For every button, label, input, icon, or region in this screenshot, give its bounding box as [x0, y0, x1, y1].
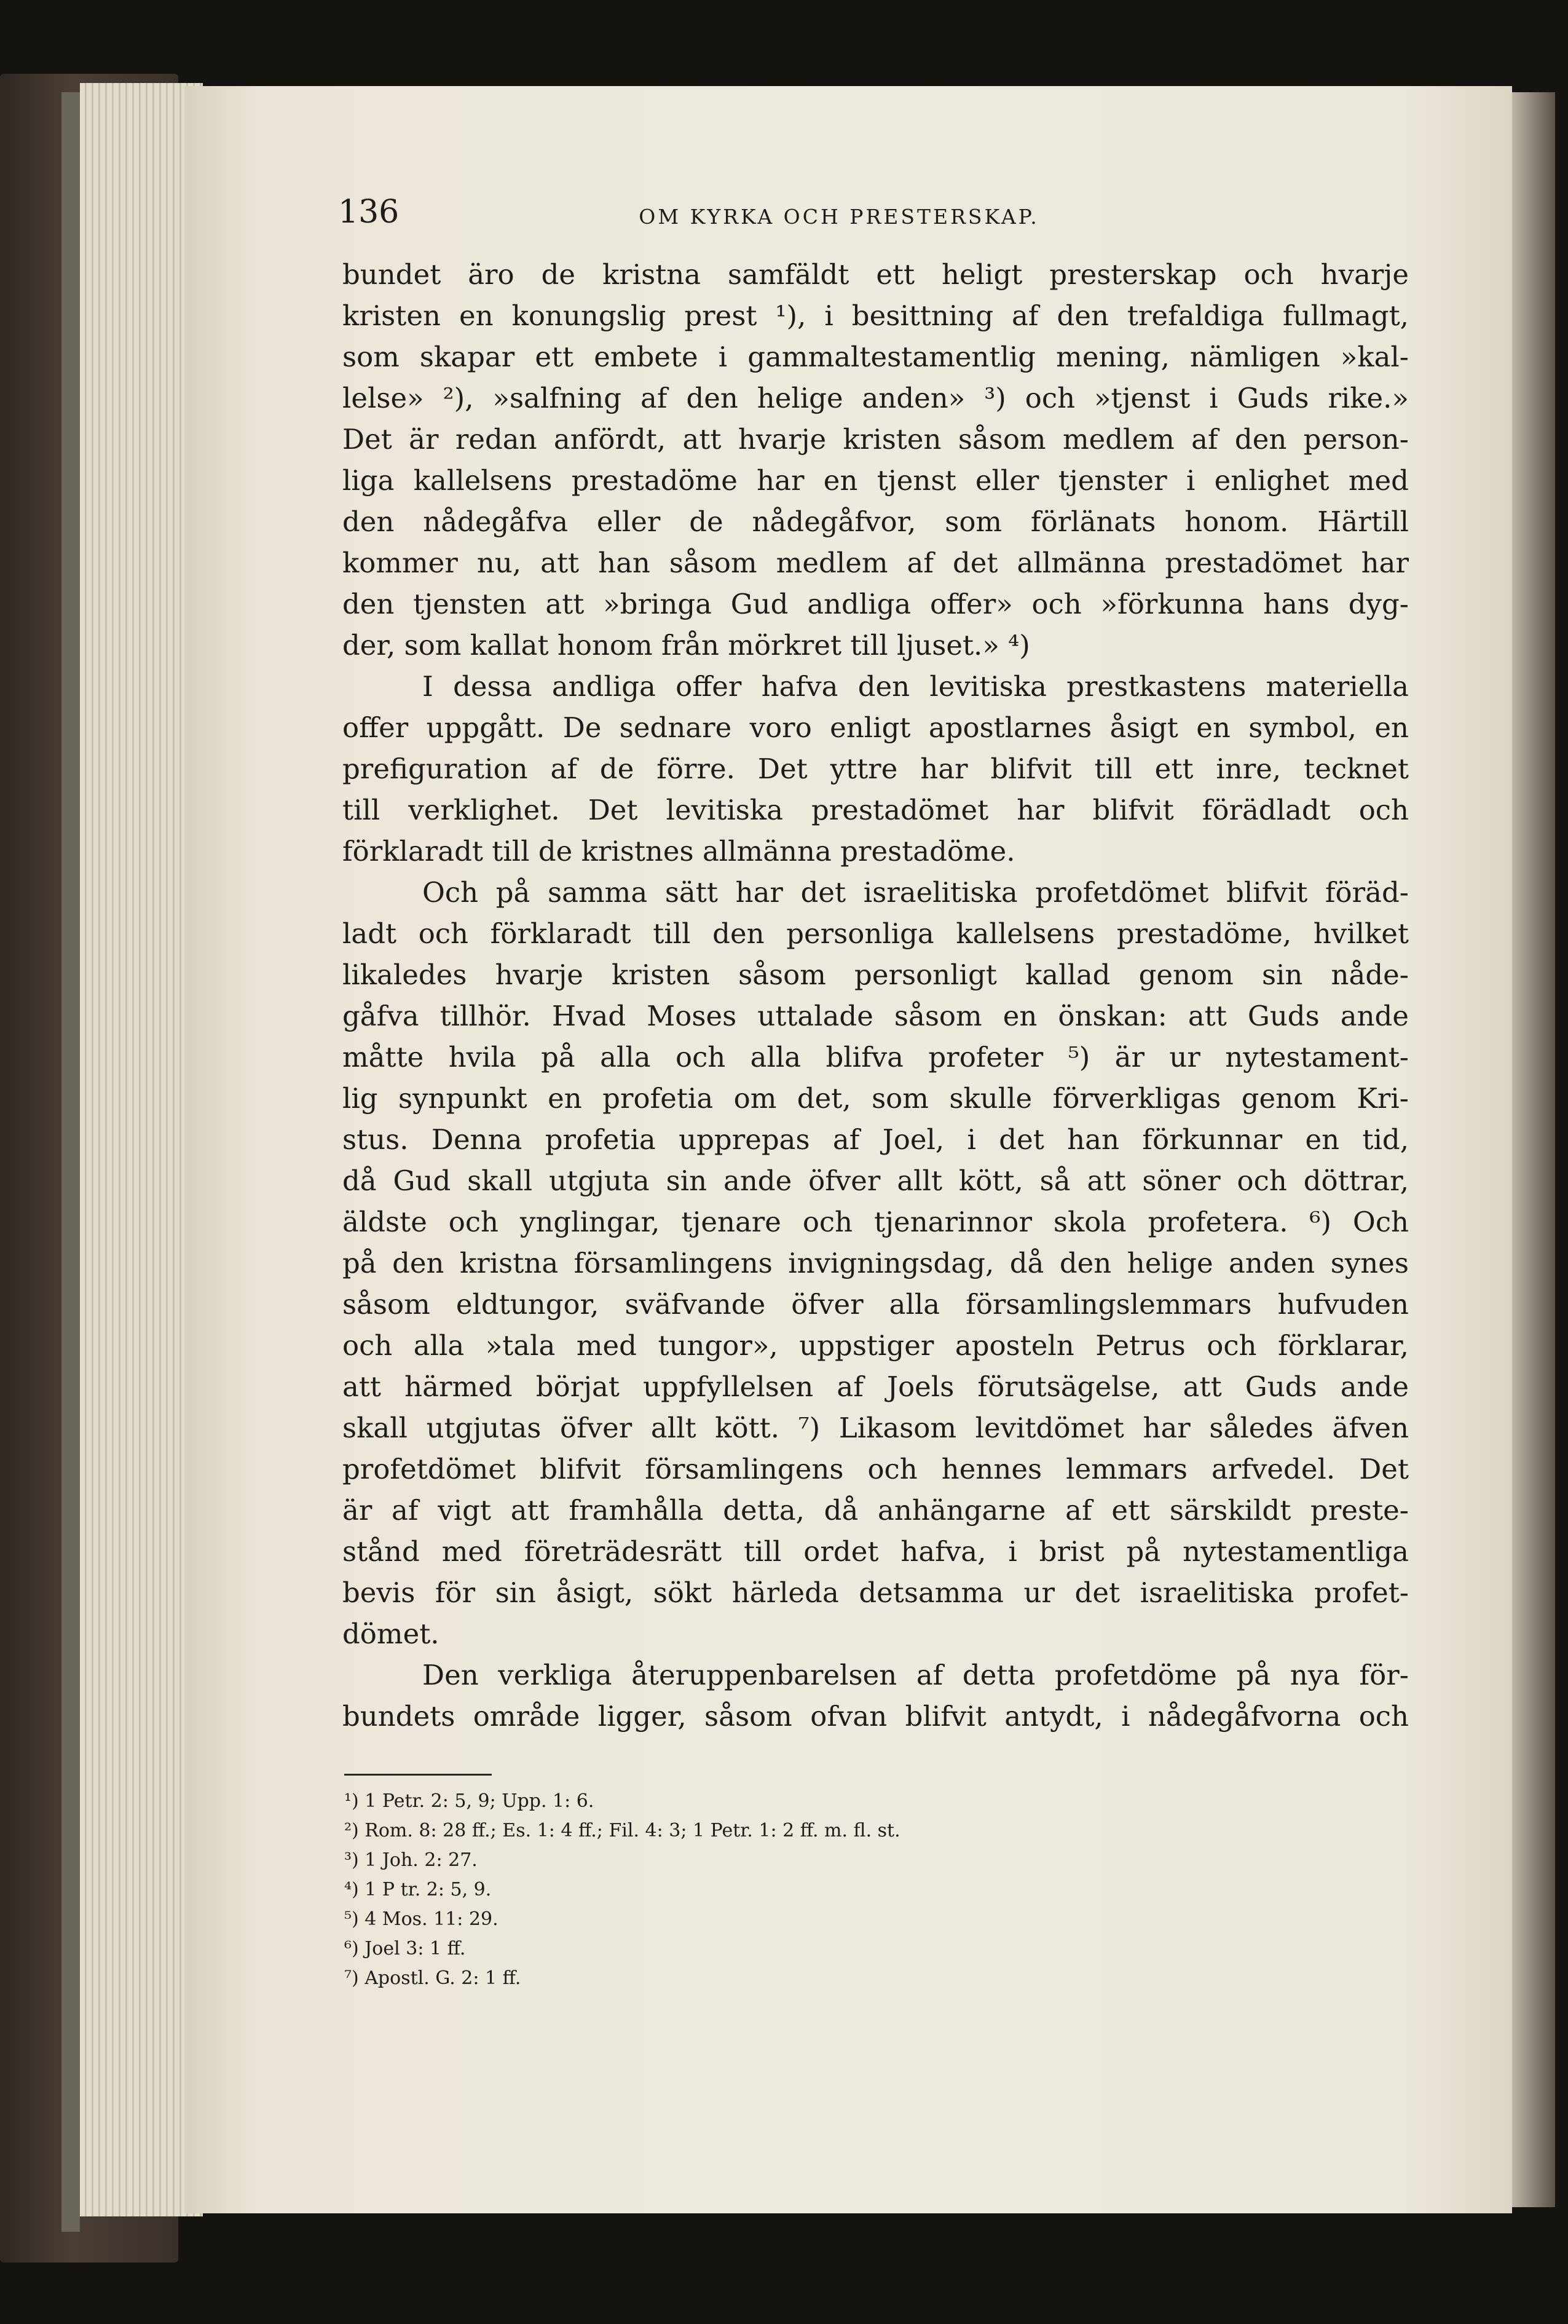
page-right-edge	[1512, 92, 1555, 2207]
body-line: kristen en konungslig prest ¹), i besittning af den trefaldiga fullmagt,	[342, 299, 1409, 332]
body-line: der, som kallat honom från mörkret till ljuset.» ⁴)	[342, 629, 1030, 662]
body-line: Det är redan anfördt, att hvarje kristen såsom medlem af den person-	[342, 423, 1409, 456]
footnote-rule	[344, 1774, 492, 1776]
body-line: offer uppgått. De sednare voro enligt apostlarnes åsigt en symbol, en	[342, 711, 1409, 744]
body-line: äldste och ynglingar, tjenare och tjenarinnor skola profetera. ⁶) Och	[342, 1206, 1409, 1238]
body-line: att härmed börjat uppfyllelsen af Joels förutsägelse, att Guds ande	[342, 1370, 1409, 1403]
body-line: bundet äro de kristna samfäldt ett heligt presterskap och hvarje	[342, 258, 1409, 291]
footnote: ⁷) Apostl. G. 2: 1 ff.	[344, 1967, 521, 1989]
body-line: måtte hvila på alla och alla blifva profeter ⁵) är ur nytestament-	[342, 1041, 1409, 1073]
footnote: ¹) 1 Petr. 2: 5, 9; Upp. 1: 6.	[344, 1790, 594, 1812]
body-line: I dessa andliga offer hafva den levitiska prestkastens materiella	[422, 670, 1409, 703]
cover-edge	[61, 92, 80, 2232]
body-line: lelse» ²), »salfning af den helige anden» ³) och »tjenst i Guds rike.»	[342, 382, 1409, 414]
body-line: skall utgjutas öfver allt kött. ⁷) Likasom levitdömet har således äfven	[342, 1412, 1409, 1444]
running-title: OM KYRKA OCH PRESTERSKAP.	[639, 205, 1039, 229]
body-line: Och på samma sätt har det israelitiska profetdömet blifvit föräd-	[422, 876, 1409, 909]
body-line: profetdömet blifvit församlingens och hennes lemmars arfvedel. Det	[342, 1453, 1409, 1485]
footnote: ⁵) 4 Mos. 11: 29.	[344, 1908, 498, 1930]
footnote: ⁶) Joel 3: 1 ff.	[344, 1938, 466, 1959]
body-line: stånd med företrädesrätt till ordet hafva, i brist på nytestamentliga	[342, 1535, 1409, 1568]
footnote: ⁴) 1 P tr. 2: 5, 9.	[344, 1879, 492, 1900]
body-line: kommer nu, att han såsom medlem af det allmänna prestadömet har	[342, 547, 1409, 579]
footnotes	[344, 1787, 959, 1993]
footnote: ³) 1 Joh. 2: 27.	[344, 1849, 478, 1871]
body-line: den nådegåfva eller de nådegåfvor, som förlänats honom. Härtill	[342, 505, 1409, 538]
page-number: 136	[338, 194, 400, 231]
body-line: till verklighet. Det levitiska prestadömet har blifvit förädladt och	[342, 794, 1409, 826]
body-line: stus. Denna profetia upprepas af Joel, i det han förkunnar en tid,	[342, 1123, 1409, 1156]
body-line: lig synpunkt en profetia om det, som skulle förverkligas genom Kri-	[342, 1082, 1409, 1115]
body-line: på den kristna församlingens invigningsdag, då den helige anden synes	[342, 1247, 1409, 1279]
body-line: såsom eldtungor, sväfvande öfver alla församlingslemmars hufvuden	[342, 1288, 1409, 1321]
body-line: ladt och förklaradt till den personliga kallelsens prestadöme, hvilket	[342, 917, 1409, 950]
body-line: och alla »tala med tungor», uppstiger aposteln Petrus och förklarar,	[342, 1329, 1409, 1362]
body-line: förklaradt till de kristnes allmänna prestadöme.	[342, 835, 1015, 868]
footnote: ²) Rom. 8: 28 ff.; Es. 1: 4 ff.; Fil. 4: 3; 1 Petr. 1: 2 ff. m. fl. st.	[344, 1820, 900, 1841]
body-line: bundets område ligger, såsom ofvan blifvit antydt, i nådegåfvorna och	[342, 1700, 1409, 1733]
body-line: gåfva tillhör. Hvad Moses uttalade såsom en önskan: att Guds ande	[342, 1000, 1409, 1032]
body-line: den tjensten att »bringa Gud andliga offer» och »förkunna hans dyg-	[342, 588, 1409, 620]
body-line: är af vigt att framhålla detta, då anhängarne af ett särskildt preste-	[342, 1494, 1409, 1527]
body-line: bevis för sin åsigt, sökt härleda detsamma ur det israelitiska profet-	[342, 1576, 1409, 1609]
body-line: prefiguration af de förre. Det yttre har blifvit till ett inre, tecknet	[342, 753, 1409, 785]
body-line: likaledes hvarje kristen såsom personligt kallad genom sin nåde-	[342, 958, 1409, 991]
body-text	[342, 254, 1409, 1737]
body-line: då Gud skall utgjuta sin ande öfver allt kött, så att söner och döttrar,	[342, 1164, 1409, 1197]
body-line: liga kallelsens prestadöme har en tjenst eller tjenster i enlighet med	[342, 464, 1409, 497]
body-line: dömet.	[342, 1618, 439, 1650]
body-line: Den verkliga återuppenbarelsen af detta profetdöme på nya för-	[422, 1659, 1409, 1691]
book-page	[184, 86, 1512, 2213]
body-line: som skapar ett embete i gammaltestamentlig mening, nämligen »kal-	[342, 341, 1409, 373]
